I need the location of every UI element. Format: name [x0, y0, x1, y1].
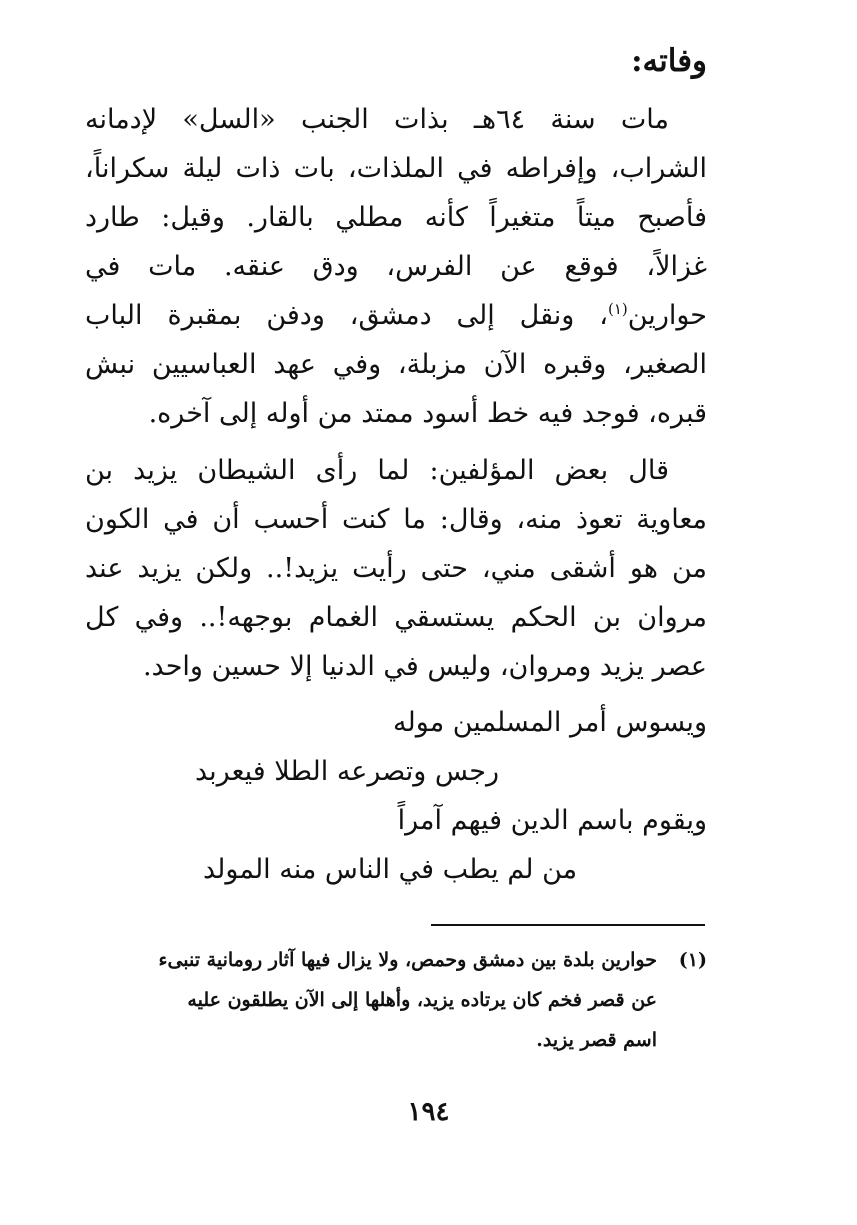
paragraph-line: الصغير، وقبره الآن مزبلة، وفي عهد العباسيين نبش [85, 349, 707, 380]
paragraph-line: عصر يزيد ومروان، وليس في الدنيا إلا حسين واحد. [142, 651, 707, 682]
paragraph-line: غزالاً، فوقع عن الفرس، ودق عنقه. مات في [85, 251, 707, 282]
footnote-text: حوارين بلدة بين دمشق وحمص، ولا يزال فيها آثار رومانية تنبىء [158, 949, 657, 971]
poem-verse: ويسوس أمر المسلمين موله [393, 707, 707, 738]
footnote-line [85, 940, 707, 980]
paragraph-line: من هو أشقى مني، حتى رأيت يزيد!.. ولكن يزيد عند [85, 553, 707, 584]
paragraph-line: قال بعض المؤلفين: لما رأى الشيطان يزيد بن [85, 455, 669, 486]
paragraph-line: معاوية تعوذ منه، وقال: ما كنت أحسب أن في الكون [85, 504, 707, 535]
paragraph-line: قبره، فوجد فيه خط أسود ممتد من أوله إلى آخره. [148, 398, 707, 429]
footnote-marker: (١) [678, 949, 707, 971]
poem-verse: رجس وتصرعه الطلا فيعربد [195, 756, 500, 787]
footnote-divider [431, 924, 705, 926]
footnote [85, 940, 707, 1060]
paragraph-line: فأصبح ميتاً متغيراً كأنه مطلي بالقار. وقيل: طارد [85, 202, 707, 233]
paragraph-line-rest: ، ونقل إلى دمشق، ودفن بمقبرة الباب [85, 300, 608, 331]
paragraph-quote [85, 446, 707, 691]
footnote-line: اسم قصر يزيد. [536, 1029, 657, 1051]
place-name: حوارين [627, 300, 707, 331]
paragraph-line-with-footnote [85, 291, 707, 340]
section-title: وفاته: [631, 43, 707, 79]
poem-verse: من لم يطب في الناس منه المولد [203, 854, 578, 885]
page-number: ١٩٤ [407, 1097, 450, 1127]
footnote-reference[interactable]: (١) [607, 300, 628, 318]
paragraph-death [85, 95, 707, 438]
paragraph-line: مروان بن الحكم يستسقي الغمام بوجهه!.. وفي كل [85, 602, 707, 633]
footnote-line: عن قصر فخم كان يرتاده يزيد، وأهلها إلى الآن يطلقون عليه [187, 989, 657, 1011]
poem-verse: ويقوم باسم الدين فيهم آمراً [397, 805, 707, 836]
poem [85, 698, 707, 894]
paragraph-line: مات سنة ٦٤هـ بذات الجنب «السل» لإدمانه [85, 104, 669, 135]
paragraph-line: الشراب، وإفراطه في الملذات، بات ذات ليلة سكراناً، [85, 153, 707, 184]
